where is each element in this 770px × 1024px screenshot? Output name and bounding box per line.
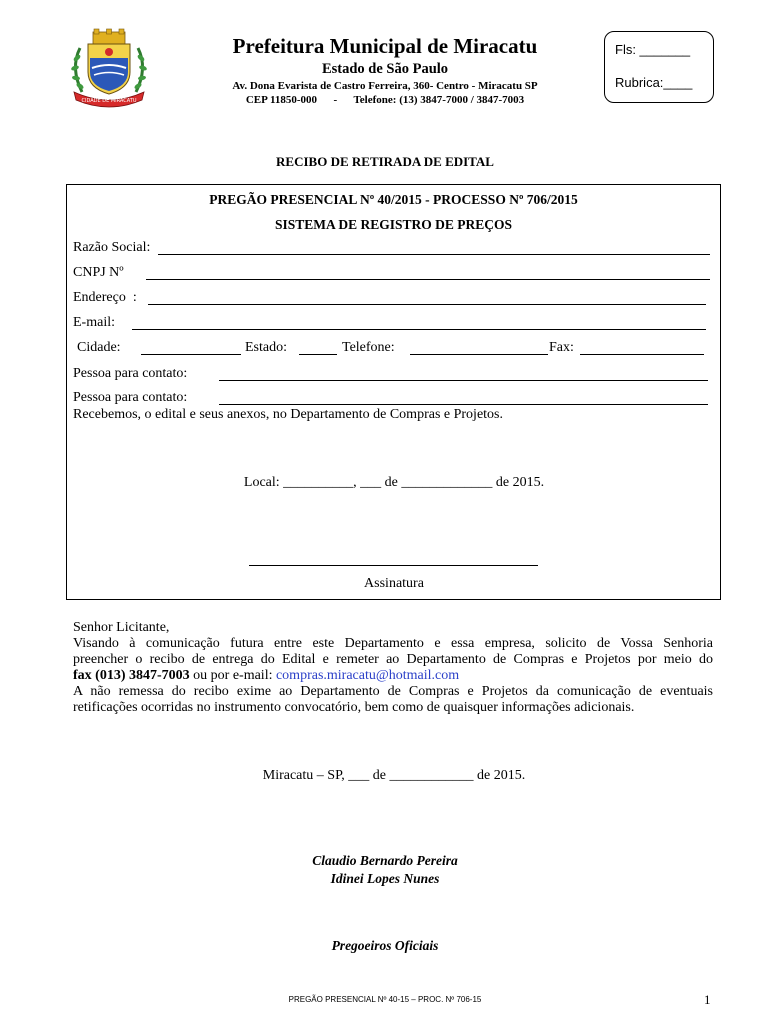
state-name: Estado de São Paulo xyxy=(321,61,449,77)
contact-person-label-2: Pessoa para contato: xyxy=(73,390,188,405)
receipt-title: RECIBO DE RETIRADA DE EDITAL xyxy=(276,154,494,169)
email-label: E-mail: xyxy=(73,315,115,330)
letter-greeting: Senhor Licitante, xyxy=(73,620,170,635)
cnpj-label: CNPJ Nº xyxy=(73,265,124,280)
signature-line[interactable] xyxy=(249,565,538,566)
contact-person-label-1: Pessoa para contato: xyxy=(73,366,188,381)
letter-line-5: retificações ocorridas no instrumento convocatório, bem como de quaisquer informações adicionais. xyxy=(73,700,635,715)
municipal-crest-logo xyxy=(66,28,152,108)
telefone-field[interactable] xyxy=(410,354,548,355)
crest-ribbon-text: CIDADE DE MIRACATU xyxy=(81,98,137,104)
letter-line-4: A não remessa do recibo exime ao Departamento de Compras e Projetos da comunicação de eventuais xyxy=(73,684,713,699)
address-line-2: CEP 11850-000 - Telefone: (13) 3847-7000 / 3847-7003 xyxy=(245,94,525,106)
received-statement: Recebemos, o edital e seus anexos, no Departamento de Compras e Projetos. xyxy=(73,407,503,422)
municipality-title: Prefeitura Municipal de Miracatu xyxy=(232,34,538,58)
letter-line-3-rest: ou por e-mail: xyxy=(189,668,276,683)
contact-person-field-1[interactable] xyxy=(219,380,708,381)
endereco-field[interactable] xyxy=(148,304,706,305)
razao-social-field[interactable] xyxy=(158,254,710,255)
place-date-line: Miracatu – SP, ___ de ____________ de 2015. xyxy=(262,768,526,783)
email-field[interactable] xyxy=(132,329,706,330)
address-line-1: Av. Dona Evarista de Castro Ferreira, 360- Centro - Miracatu SP xyxy=(232,80,538,92)
cidade-field[interactable] xyxy=(141,354,241,355)
official-name-2: Idinei Lopes Nunes xyxy=(330,871,440,886)
official-name-1: Claudio Bernardo Pereira xyxy=(312,853,458,868)
letter-line-3 xyxy=(73,668,713,684)
telefone-label: Telefone: xyxy=(342,340,395,355)
rubrica-label: Rubrica:____ xyxy=(615,75,693,90)
fax-number: fax (013) 3847-7003 xyxy=(73,668,190,683)
letter-line-1: Visando à comunicação futura entre este Departamento e essa empresa, solicito de Vossa Senhoria xyxy=(73,636,713,651)
footer-reference: PREGÃO PRESENCIAL Nº 40-15 – PROC. Nº 706-15 xyxy=(288,995,482,1004)
estado-label: Estado: xyxy=(245,340,287,355)
fls-label: Fls: _______ xyxy=(615,42,691,57)
letter-body xyxy=(73,620,713,716)
contact-person-field-2[interactable] xyxy=(219,404,708,405)
letter-line-2: preencher o recibo de entrega do Edital e remeter ao Departamento de Compras e Projetos por meio do xyxy=(73,652,713,667)
contact-email-link[interactable]: compras.miracatu@hotmail.com xyxy=(275,668,460,683)
receipt-heading-system: SISTEMA DE REGISTRO DE PREÇOS xyxy=(274,217,513,232)
folio-stamp-box xyxy=(604,31,714,103)
endereco-label: Endereço : xyxy=(73,290,137,305)
cnpj-field[interactable] xyxy=(146,279,710,280)
fax-label: Fax: xyxy=(549,340,574,355)
cidade-label: Cidade: xyxy=(77,340,121,355)
estado-field[interactable] xyxy=(299,354,337,355)
officials-role: Pregoeiros Oficiais xyxy=(331,938,439,953)
fax-field[interactable] xyxy=(580,354,704,355)
page-number: 1 xyxy=(704,992,711,1007)
signature-label: Assinatura xyxy=(364,576,424,591)
razao-social-label: Razão Social: xyxy=(73,240,151,255)
local-date-line: Local: __________, ___ de _____________ de 2015. xyxy=(243,475,545,490)
receipt-heading-process: PREGÃO PRESENCIAL Nº 40/2015 - PROCESSO Nº 706/2015 xyxy=(209,192,578,207)
